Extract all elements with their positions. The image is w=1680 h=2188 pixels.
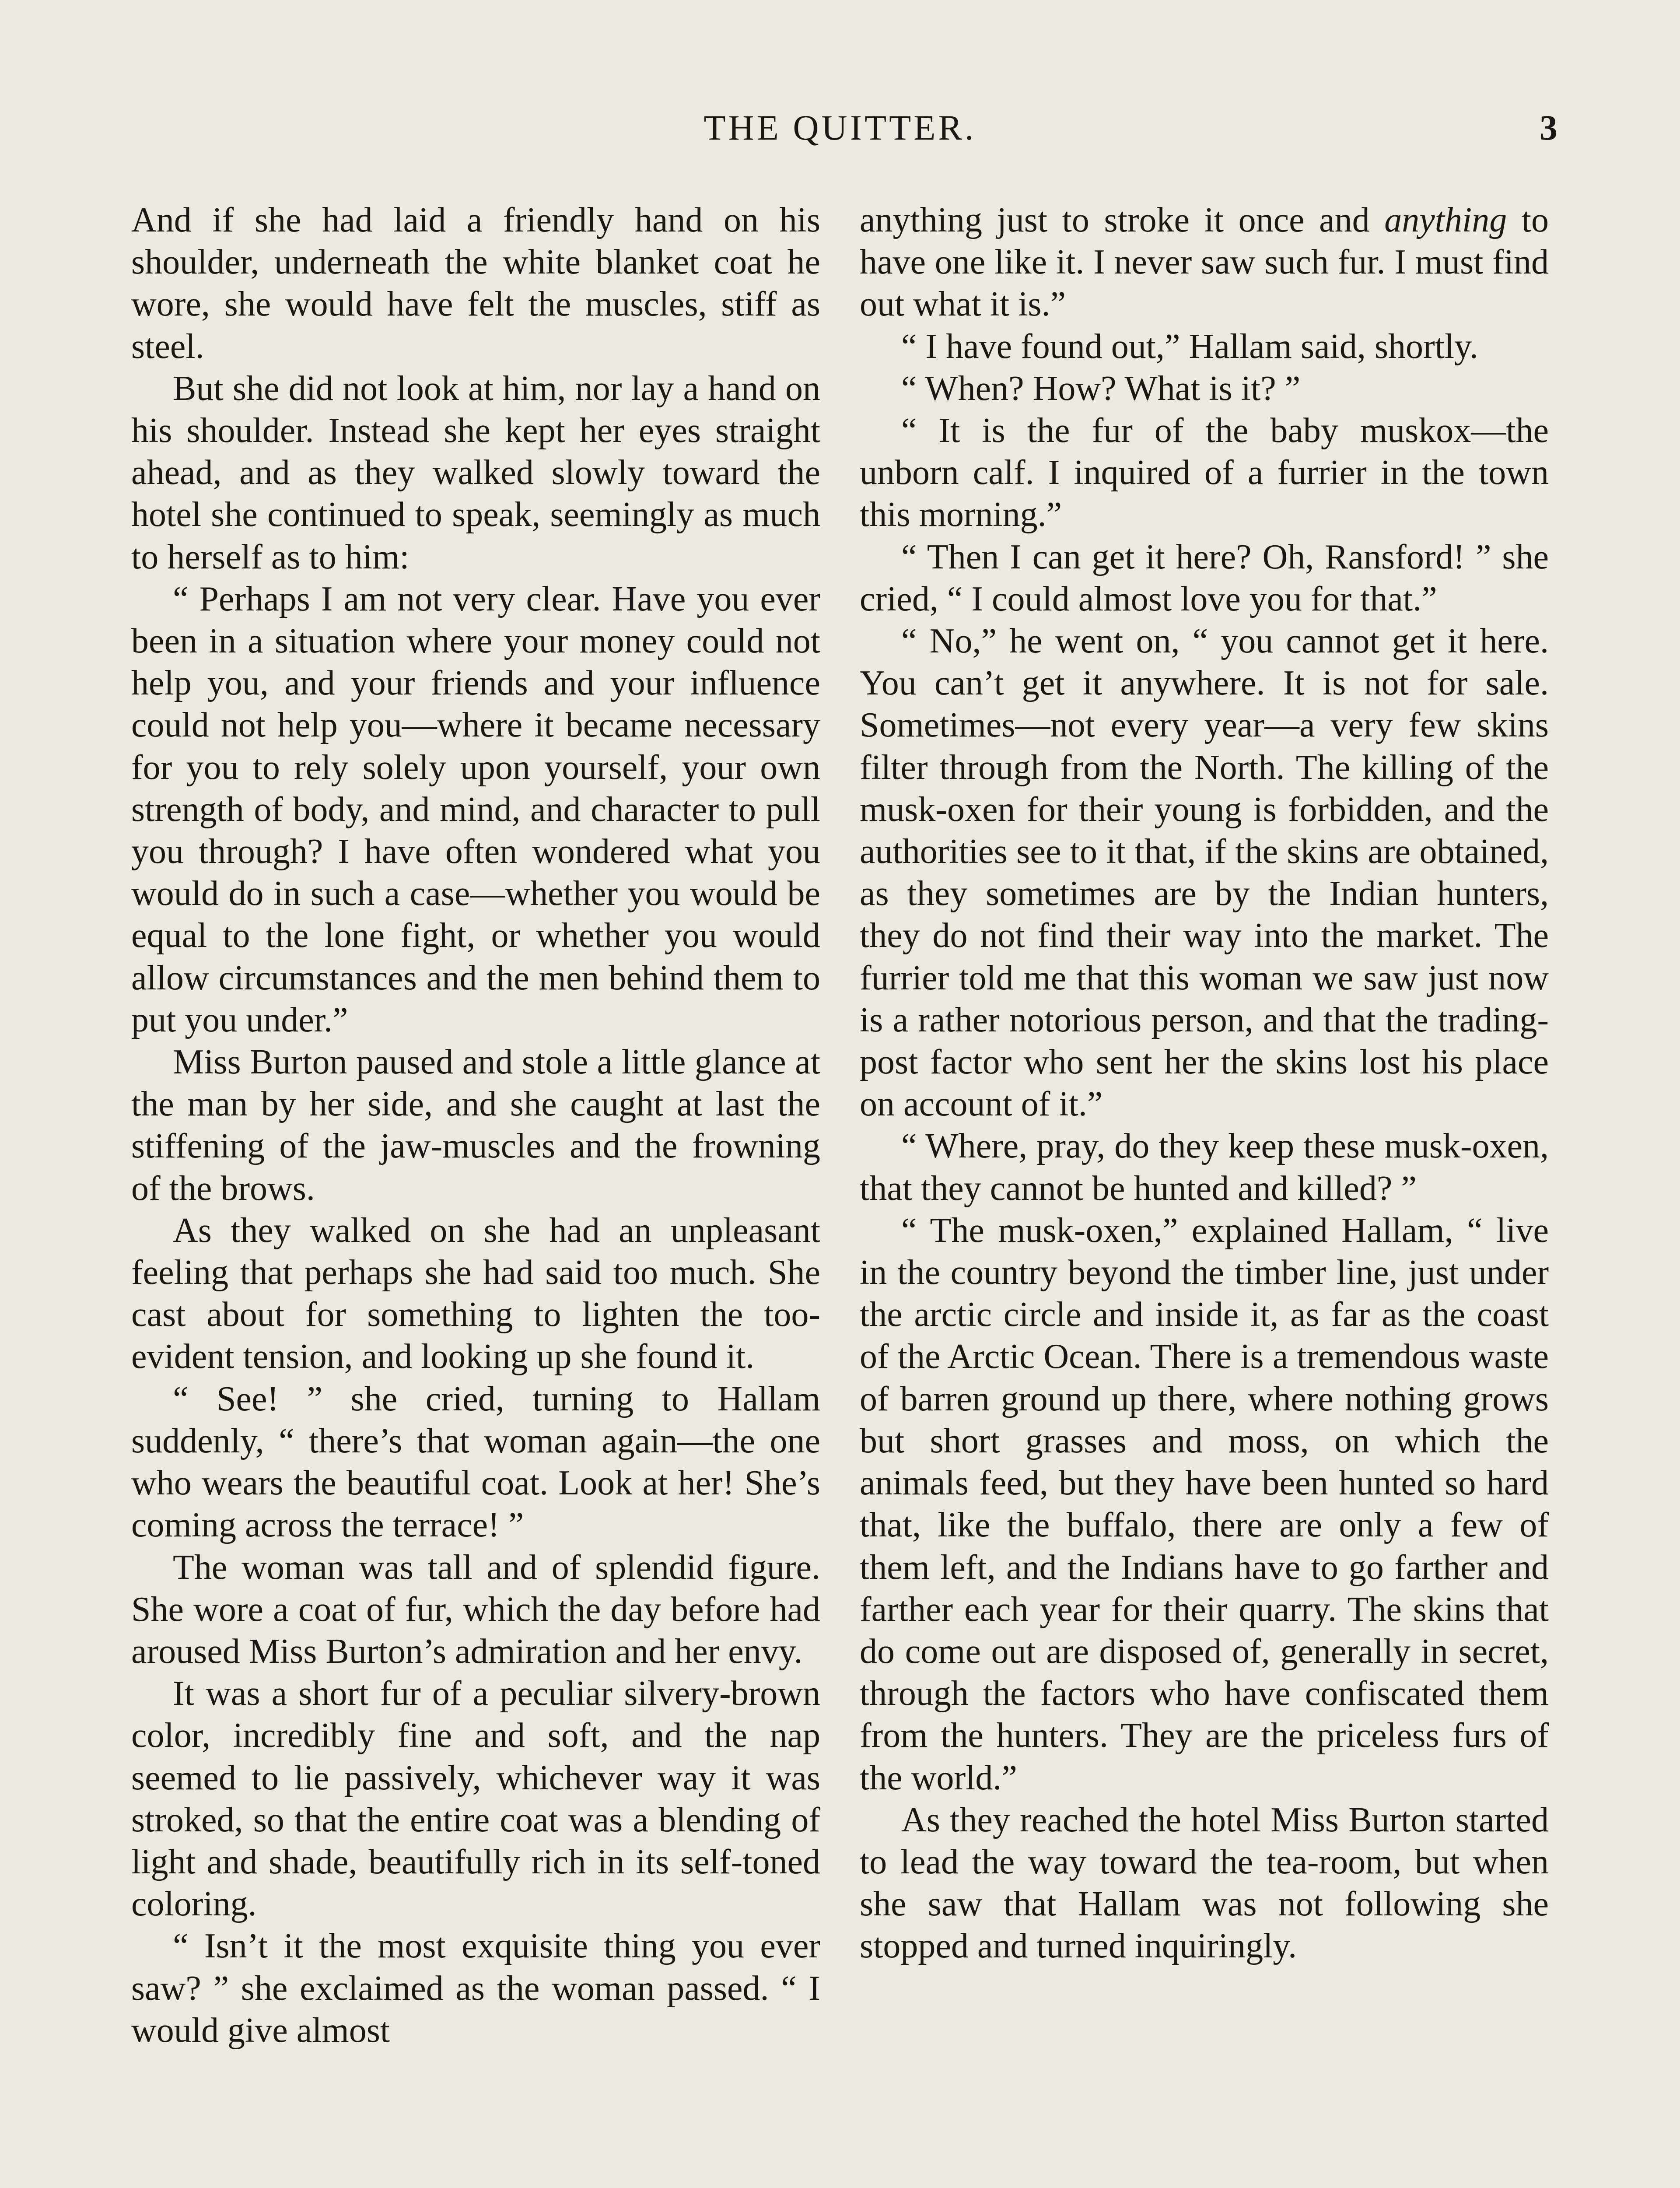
paragraph: “ Isn’t it the most exquisite thing you ever saw? ” she exclaimed as the woman passed. “ I would give almost — [131, 1927, 820, 2050]
paragraph: “ Where, pray, do they keep these musk-oxen, that they cannot be hunted and killed? ” — [860, 1127, 1549, 1208]
text-run: to have one like it. I never saw such fur. I must find out what it is.” — [860, 201, 1549, 324]
right-column — [860, 199, 1549, 1967]
paragraph: “ Then I can get it here? Oh, Ransford! ” she cried, “ I could almost love you for that.” — [860, 537, 1549, 618]
running-title: THE QUITTER. — [704, 108, 976, 147]
paragraph: “ When? How? What is it? ” — [901, 369, 1301, 408]
text-run: anything just to stroke it once and — [860, 201, 1385, 239]
paragraph: “ Perhaps I am not very clear. Have you ever been in a situation where your money could not help you, and your friends and your influence could not help you—where it became necessary for you to rely solely upon yourself, your own strength of body, and mind, and character to pull you through? I have often wondered what you would do in such a case—whether you would be equal to the lone fight, or whether you would allow circumstances and the men behind them to put you under.” — [131, 579, 820, 1039]
text-columns — [131, 199, 1549, 2188]
paragraph: As they walked on she had an unpleasant feeling that perhaps she had said too much. She cast about for something to lighten the too-evident tension, and looking up she found it. — [131, 1211, 820, 1376]
paragraph: “ I have found out,” Hallam said, shortly. — [901, 327, 1478, 366]
page-header — [131, 107, 1558, 155]
italic-emphasis: anything — [1384, 201, 1507, 239]
continued-paragraph — [860, 199, 1549, 326]
paragraph: “ The musk-oxen,” explained Hallam, “ live in the country beyond the timber line, just under the arctic circle and inside it, as far as the coast of the Arctic Ocean. There is a tremendous waste of barren ground up there, where nothing grows but short grasses and moss, on which the animals feed, but they have been hunted so hard that, like the buffalo, there are only a few of them left, and the Indians have to go farther and farther each year for their quarry. The skins that do come out are disposed of, generally in secret, through the factors who have confiscated them from the hunters. They are the priceless furs of the world.” — [860, 1211, 1549, 1797]
left-column — [131, 199, 820, 2051]
paragraph: Miss Burton paused and stole a little glance at the man by her side, and she caught at last the stiffening of the jaw-muscles and the frowning of the brows. — [131, 1043, 820, 1208]
paragraph: But she did not look at him, nor lay a hand on his shoulder. Instead she kept her eyes straight ahead, and as they walked slowly toward the hotel she continued to speak, seemingly as much to herself as to him: — [131, 369, 820, 576]
paragraph: And if she had laid a friendly hand on his shoulder, underneath the white blanket coat he wore, she would have felt the muscles, stiff as steel. — [131, 201, 820, 366]
paragraph: The woman was tall and of splendid figure. She wore a coat of fur, which the day before had aroused Miss Burton’s admiration and her envy. — [131, 1548, 820, 1671]
paragraph: “ See! ” she cried, turning to Hallam suddenly, “ there’s that woman again—the one who wears the beautiful coat. Look at her! She’s coming across the terrace! ” — [131, 1379, 820, 1545]
paragraph: As they reached the hotel Miss Burton started to lead the way toward the tea-room, but when she saw that Hallam was not following she stopped and turned inquiringly. — [860, 1800, 1549, 1966]
paragraph: “ No,” he went on, “ you cannot get it here. You can’t get it anywhere. It is not for sale. Sometimes—not every year—a very few skins filter through from the North. The killing of the musk-oxen for their young is forbidden, and the authorities see to it that, if the skins are obtained, as they sometimes are by the Indian hunters, they do not find their way into the market. The furrier told me that this woman we saw just now is a rather notorious person, and that the trading-post factor who sent her the skins lost his place on account of it.” — [860, 622, 1549, 1124]
page-number: 3 — [1540, 108, 1558, 147]
paragraph: It was a short fur of a peculiar silvery-brown color, incredibly fine and soft, and the nap seemed to lie passively, whichever way it was stroked, so that the entire coat was a blending of light and shade, beautifully rich in its self-toned coloring. — [131, 1674, 820, 1924]
paragraph: “ It is the fur of the baby muskox—the unborn calf. I inquired of a furrier in the town this morning.” — [860, 411, 1549, 534]
